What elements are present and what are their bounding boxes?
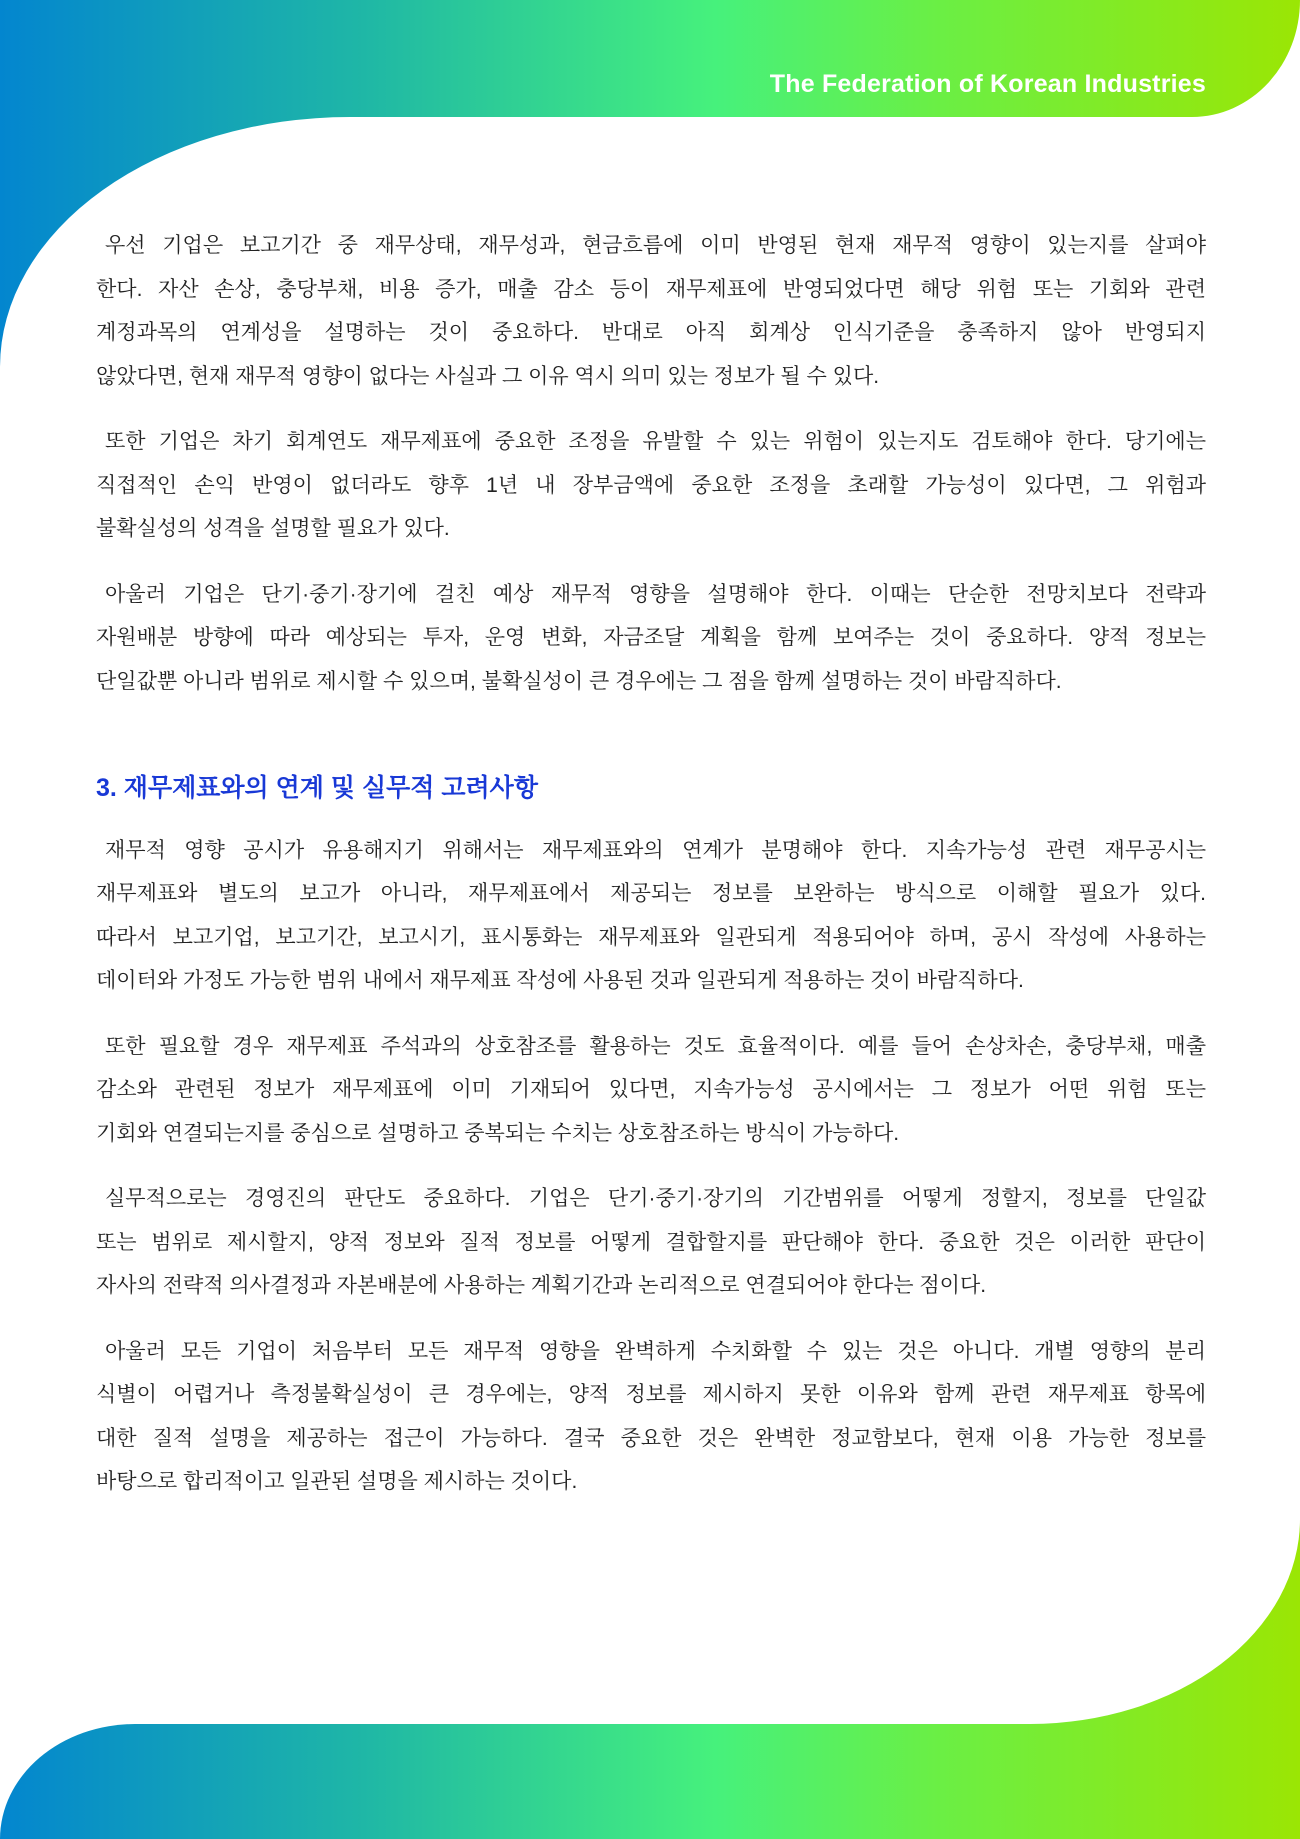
paragraph-line: 대한 질적 설명을 제공하는 접근이 가능하다. 결국 중요한 것은 완벽한 정교함보다, 현재 이용 가능한 정보를: [96, 1426, 1206, 1450]
paragraph: [96, 1177, 1206, 1308]
paragraph-line: 데이터와 가정도 가능한 범위 내에서 재무제표 작성에 사용된 것과 일관되게 적용하는 것이 바람직하다.: [96, 969, 1024, 992]
paragraph-line: 아울러 기업은 단기·중기·장기에 걸친 예상 재무적 영향을 설명해야 한다. 이때는 단순한 전망치보다 전략과: [105, 582, 1206, 606]
paragraph-line: 한다. 자산 손상, 충당부채, 비용 증가, 매출 감소 등이 재무제표에 반영되었다면 해당 위험 또는 기회와 관련: [96, 277, 1206, 301]
paragraph-line: 또는 범위로 제시할지, 양적 정보와 질적 정보를 어떻게 결합할지를 판단해야 한다. 중요한 것은 이러한 판단이: [96, 1230, 1206, 1254]
paragraph: [96, 1025, 1206, 1156]
paragraph-line: 식별이 어렵거나 측정불확실성이 큰 경우에는, 양적 정보를 제시하지 못한 이유와 함께 관련 재무제표 항목에: [96, 1383, 1206, 1406]
footer-band: [0, 1724, 1300, 1839]
paragraph: [96, 420, 1206, 551]
paragraph-line: 직접적인 손익 반영이 없더라도 향후 1년 내 장부금액에 중요한 조정을 초래할 가능성이 있다면, 그 위험과: [96, 473, 1206, 497]
section-heading: 3. 재무제표와의 연계 및 실무적 고려사항: [96, 774, 538, 802]
paragraph-line: 자사의 전략적 의사결정과 자본배분에 사용하는 계획기간과 논리적으로 연결되어야 한다는 점이다.: [96, 1274, 987, 1297]
paragraph-line: 자원배분 방향에 따라 예상되는 투자, 운영 변화, 자금조달 계획을 함께 보여주는 것이 중요하다. 양적 정보는: [96, 626, 1206, 649]
paragraph-line: 재무적 영향 공시가 유용해지기 위해서는 재무제표와의 연계가 분명해야 한다. 지속가능성 관련 재무공시는: [105, 838, 1206, 862]
paragraph-line: 또한 기업은 차기 회계연도 재무제표에 중요한 조정을 유발할 수 있는 위험이 있는지도 검토해야 한다. 당기에는: [105, 430, 1206, 453]
paragraph-line: 아울러 모든 기업이 처음부터 모든 재무적 영향을 완벽하게 수치화할 수 있는 것은 아니다. 개별 영향의 분리: [105, 1339, 1206, 1363]
paragraph-line: 불확실성의 성격을 설명할 필요가 있다.: [96, 517, 450, 540]
paragraph-line: 바탕으로 합리적이고 일관된 설명을 제시하는 것이다.: [96, 1470, 578, 1493]
paragraph-line: 감소와 관련된 정보가 재무제표에 이미 기재되어 있다면, 지속가능성 공시에서는 그 정보가 어떤 위험 또는: [96, 1078, 1206, 1101]
paragraph-line: 단일값뿐 아니라 범위로 제시할 수 있으며, 불확실성이 큰 경우에는 그 점을 함께 설명하는 것이 바람직하다.: [96, 669, 1062, 693]
section-3-body: [96, 829, 1206, 1504]
paragraph: [96, 1330, 1206, 1504]
paragraph-line: 실무적으로는 경영진의 판단도 중요하다. 기업은 단기·중기·장기의 기간범위를 어떻게 정할지, 정보를 단일값: [105, 1187, 1206, 1210]
paragraph-line: 재무제표와 별도의 보고가 아니라, 재무제표에서 제공되는 정보를 보완하는 방식으로 이해할 필요가 있다.: [96, 882, 1206, 905]
header-band: [0, 0, 1300, 117]
paragraph-line: 기회와 연결되는지를 중심으로 설명하고 중복되는 수치는 상호참조하는 방식이 가능하다.: [96, 1121, 900, 1145]
paragraph-line: 우선 기업은 보고기간 중 재무상태, 재무성과, 현금흐름에 이미 반영된 현재 재무적 영향이 있는지를 살펴야: [105, 234, 1206, 257]
document-body: [96, 224, 1206, 1526]
paragraph: [96, 224, 1206, 398]
paragraph-line: 않았다면, 현재 재무적 영향이 없다는 사실과 그 이유 역시 의미 있는 정보가 될 수 있다.: [96, 364, 880, 388]
section-intro: [96, 224, 1206, 703]
paragraph: [96, 829, 1206, 1003]
paragraph-line: 또한 필요할 경우 재무제표 주석과의 상호참조를 활용하는 것도 효율적이다. 예를 들어 손상차손, 충당부채, 매출: [105, 1034, 1206, 1058]
paragraph-line: 따라서 보고기업, 보고기간, 보고시기, 표시통화는 재무제표와 일관되게 적용되어야 하며, 공시 작성에 사용하는: [96, 925, 1206, 949]
paragraph: [96, 573, 1206, 704]
paragraph-line: 계정과목의 연계성을 설명하는 것이 중요하다. 반대로 아직 회계상 인식기준을 충족하지 않아 반영되지: [96, 321, 1206, 344]
organization-name: The Federation of Korean Industries: [769, 70, 1206, 98]
